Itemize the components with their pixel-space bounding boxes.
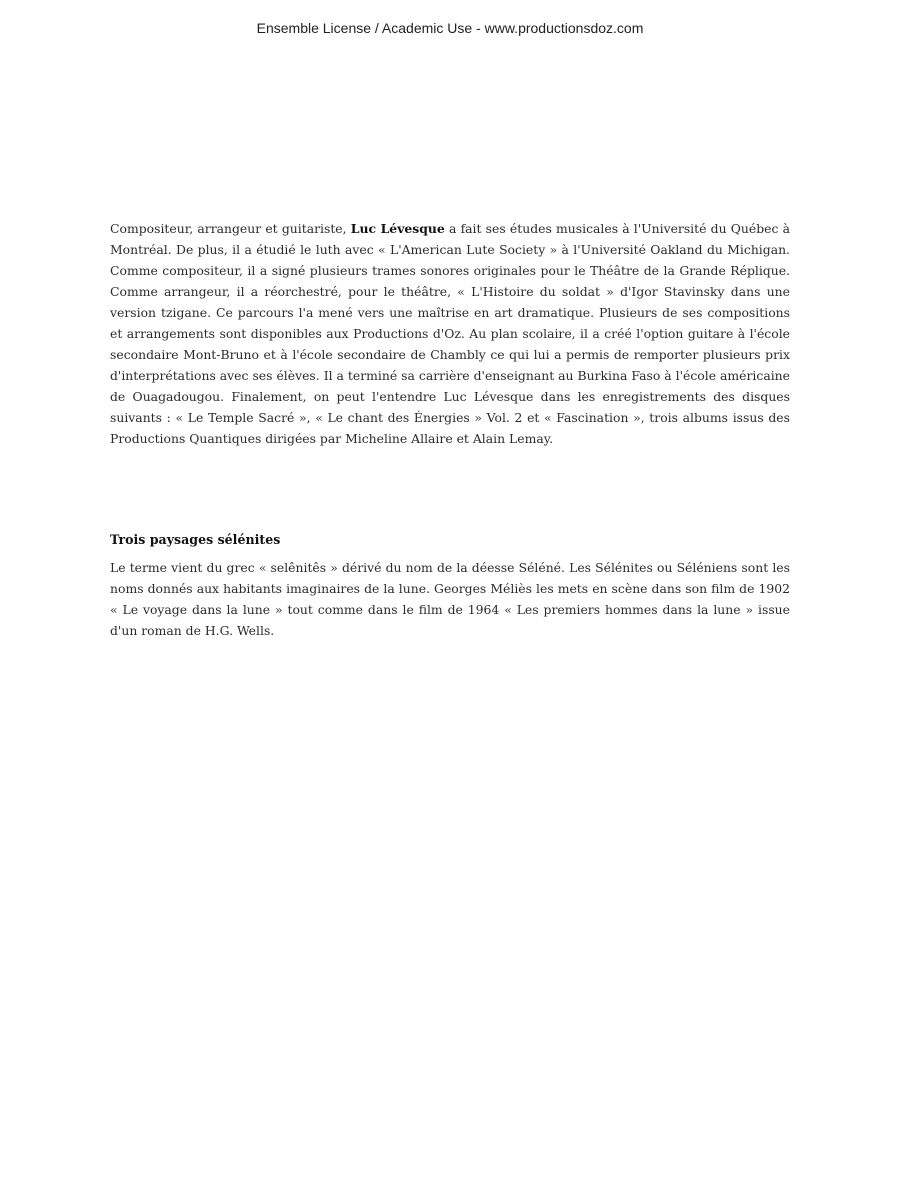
bio-text: a fait ses études musicales à l'Université du Québec à Montréal. De plus, il a étudié le luth avec « L'American Lute Society » à l'Université Oakland du Michigan. Comme compositeur, il a signé plusieurs trames sonores originales pour le Théâtre de la Grande Réplique. Comme arrangeur, il a réorchestré, pour le théâtre, « L'Histoire du soldat » d'Igor Stavinsky dans une version tzigane. Ce parcours l'a mené vers une maîtrise en art dramatique. Plusieurs de ses compositions et arrangements sont disponibles aux Productions d'Oz. Au plan scolaire, il a créé l'option guitare à l'école secondaire Mont-Bruno et à l'école secondaire de Chambly ce qui lui a permis de remporter plusieurs prix d'interprétations avec ses élèves. Il a terminé sa carrière d'enseignant au Burkina Faso à l'école américaine de Ouagadougou. Finalement, on peut l'entendre Luc Lévesque dans les enregistrements des disques suivants : « Le Temple Sacré », « Le chant des Énergies » Vol. 2 et « Fascination », trois albums issus des Productions Quantiques dirigées par Micheline Allaire et Alain Lemay.: [110, 221, 790, 446]
license-header: Ensemble License / Academic Use - www.productionsdoz.com: [256, 20, 644, 36]
section-title: Trois paysages sélénites: [110, 532, 281, 547]
bio-intro: Compositeur, arrangeur et guitariste,: [110, 221, 351, 236]
section-body: Le terme vient du grec « selênitês » dérivé du nom de la déesse Séléné. Les Sélénites ou Séléniens sont les noms donnés aux habitants imaginaires de la lune. Georges Méliès les mets en scène dans son film de 1902 « Le voyage dans la lune » tout comme dans le film de 1964 « Les premiers hommes dans la lune » issue d'un roman de H.G. Wells.: [110, 560, 790, 638]
composer-name: Luc Lévesque: [350, 221, 445, 236]
composer-bio: [110, 218, 790, 449]
